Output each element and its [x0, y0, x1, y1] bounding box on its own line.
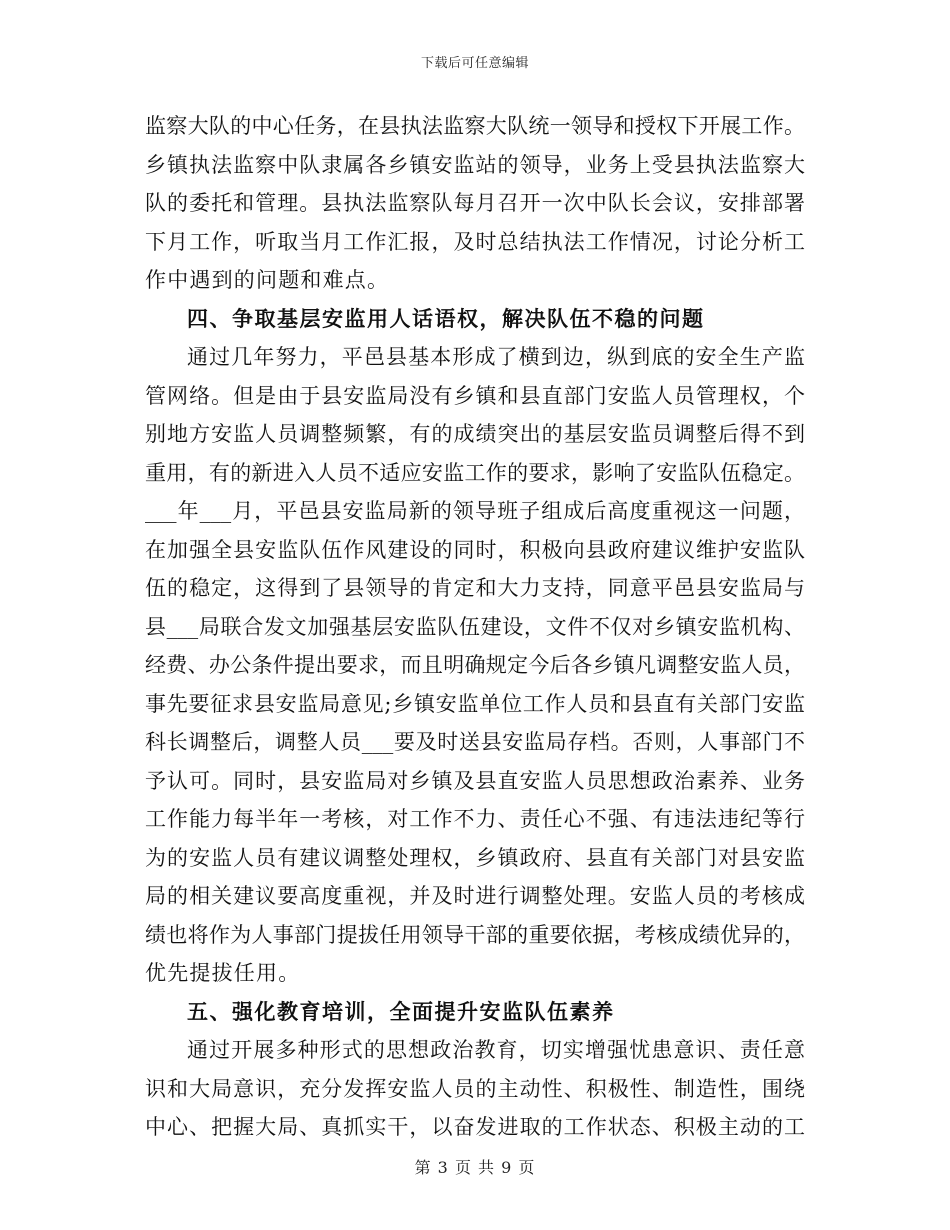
body-line: 在加强全县安监队伍作风建设的同时，积极向县政府建议维护安监队 [145, 537, 805, 562]
document-body [145, 107, 805, 1147]
paragraph-first-line: 通过几年努力，平邑县基本形成了横到边，纵到底的安全生产监 [187, 345, 805, 369]
body-line: 队的委托和管理。县执法监察队每月召开一次中队长会议，安排部署 [145, 191, 805, 215]
section-heading-4: 四、争取基层安监用人话语权，解决队伍不稳的问题 [187, 305, 705, 331]
body-line: 中心、把握大局、真抓实干，以奋发进取的工作状态、积极主动的工 [145, 1115, 805, 1139]
body-line: 重用，有的新进入人员不适应安监工作的要求，影响了安监队伍稳定。 [145, 460, 805, 485]
page-header: 下载后可任意编辑 [420, 56, 529, 71]
body-line: 事先要征求县安监局意见;乡镇安监单位工作人员和县直有关部门安监 [145, 691, 805, 716]
body-line: 经费、办公条件提出要求，而且明确规定今后各乡镇凡调整安监人员， [145, 653, 805, 677]
paragraph-first-line: 通过开展多种形式的思想政治教育，切实增强忧患意识、责任意 [187, 1038, 805, 1062]
body-line: 科长调整后，调整人员___要及时送县安监局存档。否则，人事部门不 [145, 730, 805, 754]
body-line: 予认可。同时，县安监局对乡镇及县直安监人员思想政治素养、业务 [145, 768, 805, 793]
body-line: 监察大队的中心任务，在县执法监察大队统一领导和授权下开展工作。 [145, 114, 805, 138]
body-line: 为的安监人员有建议调整处理权，乡镇政府、县直有关部门对县安监 [145, 845, 805, 870]
body-line: 乡镇执法监察中队隶属各乡镇安监站的领导，业务上受县执法监察大 [145, 152, 805, 177]
body-line: 伍的稳定，这得到了县领导的肯定和大力支持，同意平邑县安监局与 [145, 576, 805, 600]
body-line: 别地方安监人员调整频繁，有的成绩突出的基层安监员调整后得不到 [145, 422, 805, 446]
body-line: 局的相关建议要高度重视，并及时进行调整处理。安监人员的考核成 [145, 884, 805, 908]
section-heading-5: 五、强化教育培训，全面提升安监队伍素养 [187, 998, 615, 1024]
body-line: 绩也将作为人事部门提拔任用领导干部的重要依据，考核成绩优异的， [145, 922, 805, 947]
body-line: 作中遇到的问题和难点。 [145, 268, 390, 292]
body-line: 优先提拔任用。 [145, 961, 301, 985]
body-line: 工作能力每半年一考核，对工作不力、责任心不强、有违法违纪等行 [145, 807, 805, 831]
page-footer: 第 3 页 共 9 页 [414, 1158, 536, 1177]
body-line: 县___局联合发文加强基层安监队伍建设，文件不仅对乡镇安监机构、 [145, 614, 805, 639]
body-line: 识和大局意识，充分发挥安监人员的主动性、积极性、制造性，围绕 [145, 1076, 805, 1101]
body-line: 下月工作，听取当月工作汇报，及时总结执法工作情况，讨论分析工 [145, 229, 805, 254]
body-line: 管网络。但是由于县安监局没有乡镇和县直部门安监人员管理权，个 [145, 383, 805, 408]
body-line: ___年___月，平邑县安监局新的领导班子组成后高度重视这一问题， [145, 499, 805, 523]
